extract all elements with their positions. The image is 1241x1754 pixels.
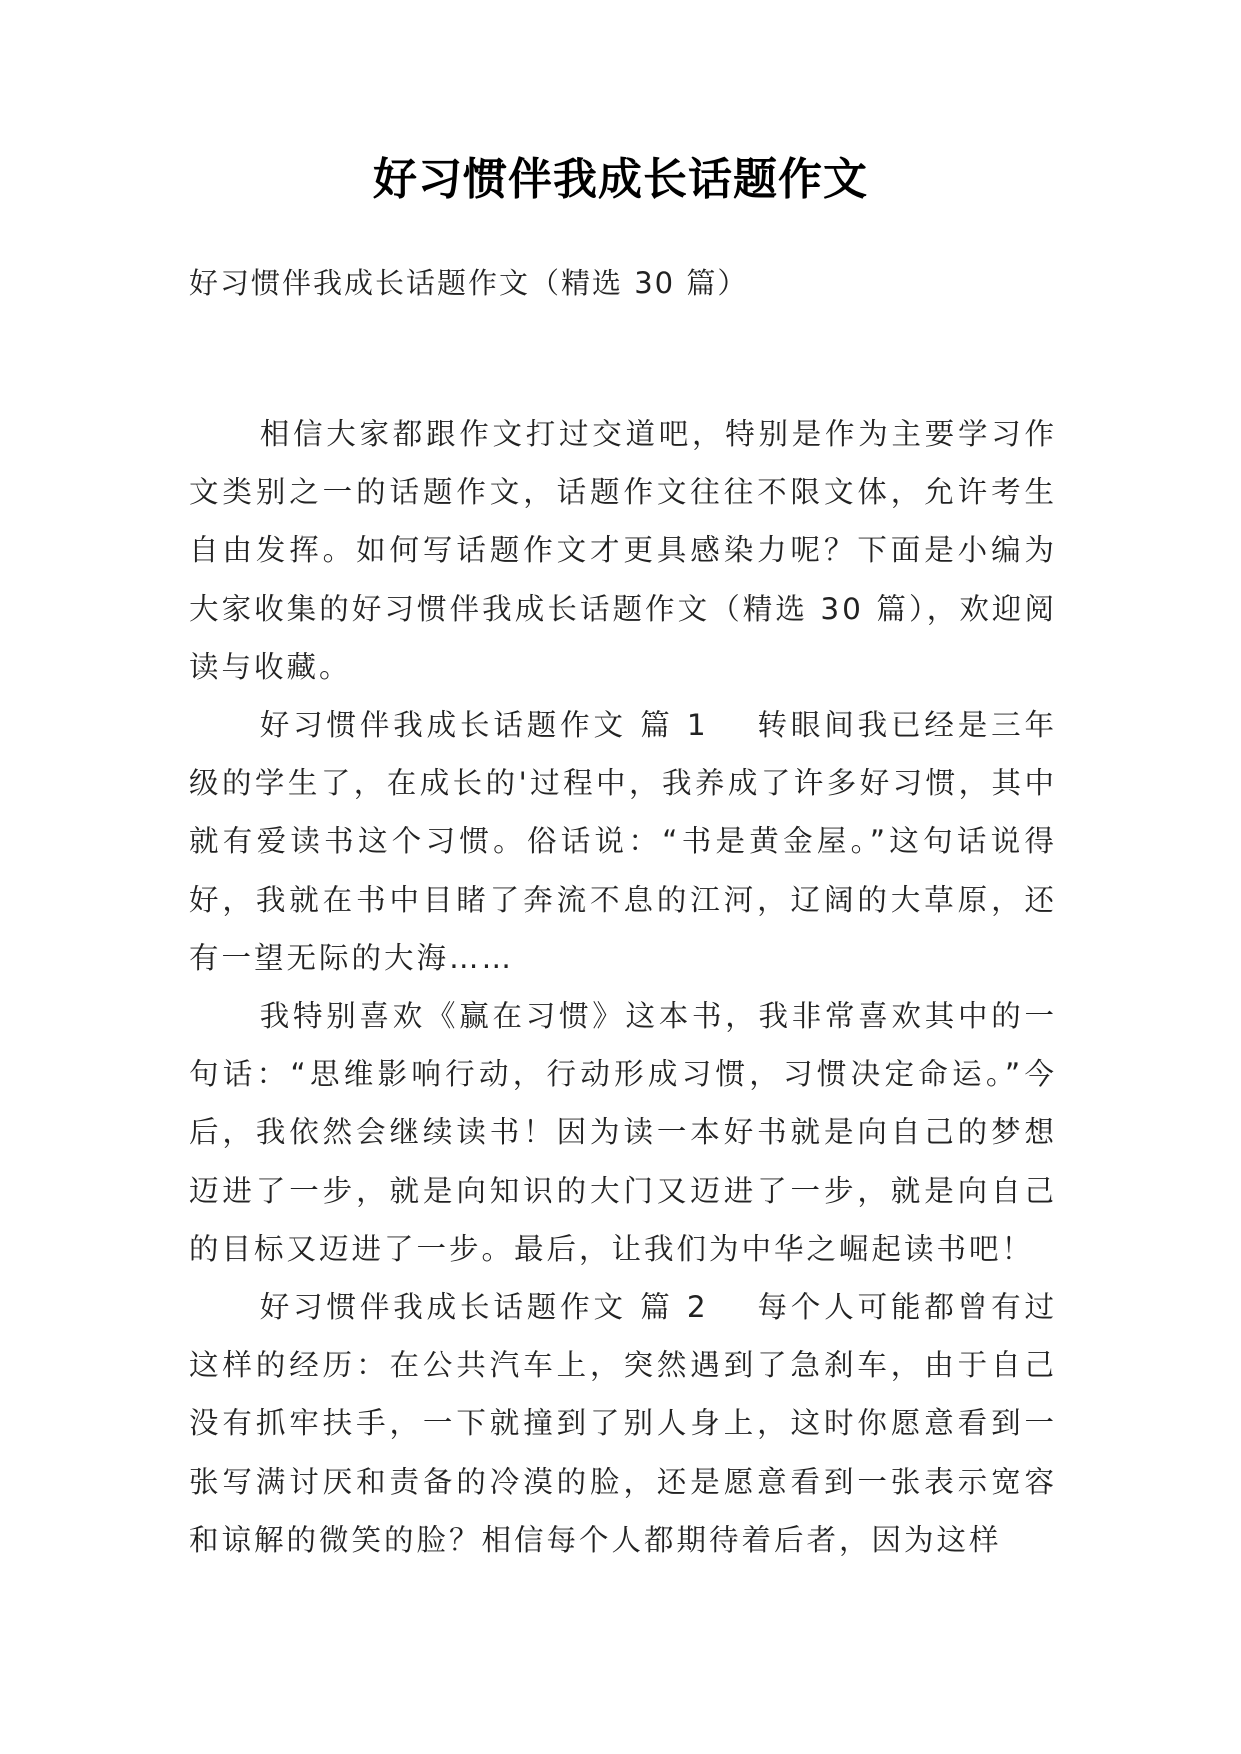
paragraph-text: 转眼间我已经是三年级的学生了，在成长的'过程中，我养成了许多好习惯，其中就有爱读书这个习惯。俗话说：“书是黄金屋。”这句话说得好，我就在书中目睹了奔流不息的江河，辽阔的大草原，还有一望无际的大海……: [189, 708, 1057, 975]
essay-heading: 好习惯伴我成长话题作文 篇 1: [259, 708, 709, 743]
document-body: [189, 405, 1057, 1569]
paragraph-text: 相信大家都跟作文打过交道吧，特别是作为主要学习作文类别之一的话题作文，话题作文往往不限文体，允许考生自由发挥。如何写话题作文才更具感染力呢？下面是小编为大家收集的好习惯伴我成长话题作文（精选 30 篇），欢迎阅读与收藏。: [189, 417, 1057, 684]
paragraph-text: 每个人可能都曾有过这样的经历：在公共汽车上，突然遇到了急刹车，由于自己没有抓牢扶手，一下就撞到了别人身上，这时你愿意看到一张写满讨厌和责备的冷漠的脸，还是愿意看到一张表示宽容和谅解的微笑的脸？相信每个人都期待着后者，因为这样: [189, 1290, 1057, 1557]
document-title: 好习惯伴我成长话题作文: [373, 154, 868, 205]
paragraph-text: 我特别喜欢《赢在习惯》这本书，我非常喜欢其中的一句话：“思维影响行动，行动形成习惯，习惯决定命运。”今后，我依然会继续读书！因为读一本好书就是向自己的梦想迈进了一步，就是向知识的大门又迈进了一步，就是向自己的目标又迈进了一步。最后，让我们为中华之崛起读书吧！: [189, 999, 1057, 1266]
paragraph-essay-1: [189, 696, 1057, 987]
essay-heading: 好习惯伴我成长话题作文 篇 2: [259, 1290, 709, 1325]
document-subtitle: 好习惯伴我成长话题作文（精选 30 篇）: [189, 266, 749, 300]
paragraph-intro: [189, 405, 1057, 696]
paragraph-essay-2: [189, 1278, 1057, 1569]
paragraph-essay-1-continued: [189, 987, 1057, 1278]
